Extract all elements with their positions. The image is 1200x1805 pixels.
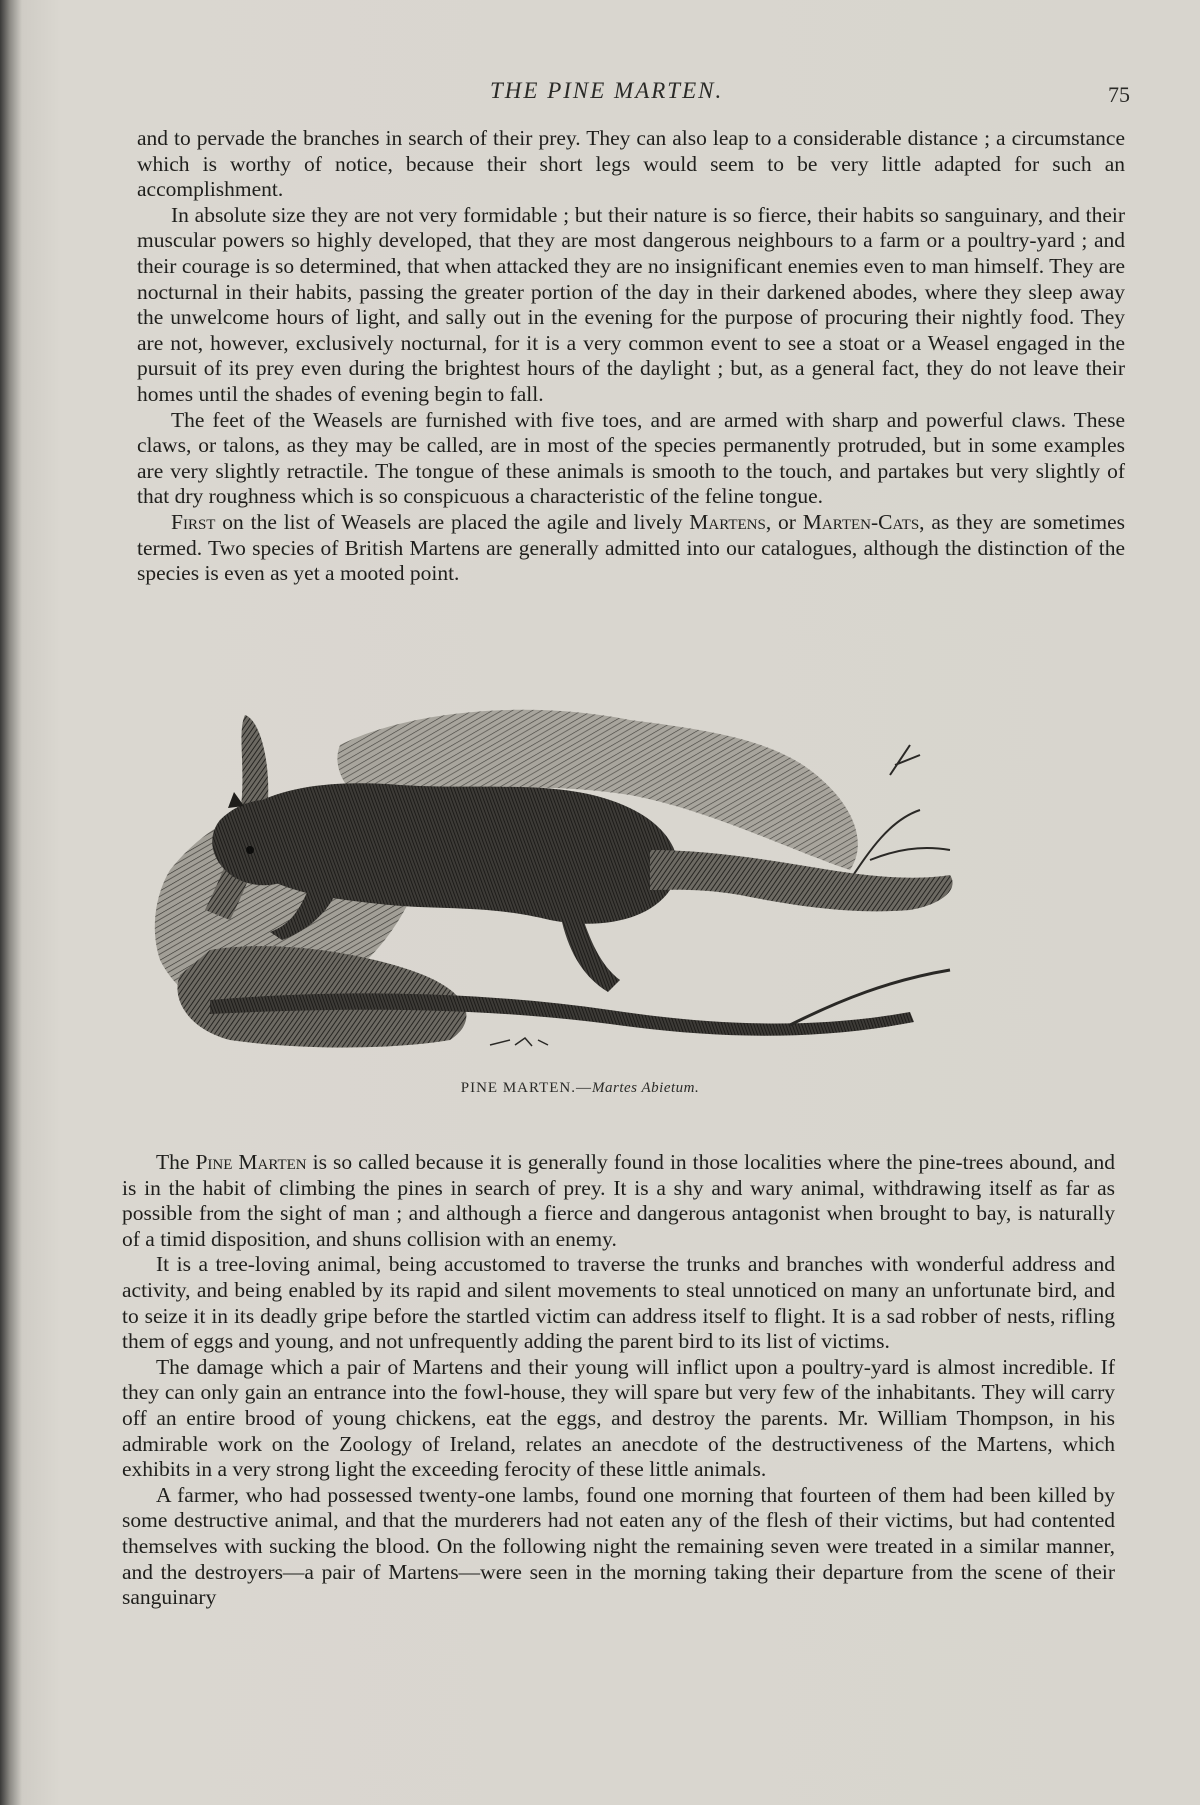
paragraph-tree-loving: It is a tree-loving animal, being accustomed to traverse the trunks and branches with wonderful address and activity, and being enabled by its rapid and silent movements to steal unnoticed on many an unfortunate bird, and to seize it in its deadly gripe before the startled victim can address itself to flight. It is a sad robber of nests, rifling them of eggs and young, and not unfrequently adding the parent bird to its list of victims. [122, 1252, 1115, 1354]
text-run: is so called because it is generally found in those localities where the pine-trees abound, and is in the habit of climbing the pines in search of prey. It is a shy and wary animal, withdrawing itself as far as possible from the sight of man ; and although a fierce and dangerous antagonist when brought to bay, is naturally of a timid disposition, and shuns collision with an enemy. [122, 1150, 1115, 1251]
paragraph-pine-marten [122, 1150, 1115, 1252]
body-text-bottom [122, 1150, 1115, 1611]
paragraph-martens-intro [137, 510, 1125, 587]
small-caps-pine-marten: Pine Marten [195, 1150, 307, 1174]
pine-marten-engraving [150, 700, 1050, 1070]
paragraph-continued: and to pervade the branches in search of their prey. They can also leap to a considerable distance ; a circumstance which is worthy of notice, because their short legs would seem to be very little adapted for such an accomplishment. [137, 126, 1125, 202]
paragraph-size-and-habits: In absolute size they are not very formidable ; but their nature is so fierce, their habits so sanguinary, and their muscular powers so highly developed, that they are most dangerous neighbours to a farm or a poultry-yard ; and their courage is so determined, that when attacked they are no insignificant enemies even to man himself. They are nocturnal in their habits, passing the greater portion of the day in their darkened abodes, where they sleep away the unwelcome hours of light, and sally out in the evening for the purpose of procuring their nightly food. They are not, however, exclusively nocturnal, for it is a very common event to see a stoat or a Weasel engaged in the pursuit of its prey even during the brightest hours of the daylight ; but, as a general fact, they do not leave their homes until the shades of evening begin to fall. [137, 202, 1125, 406]
page-header [120, 78, 1130, 112]
body-text-top [137, 126, 1125, 587]
running-title: THE PINE MARTEN. [490, 78, 724, 103]
small-caps-first: First [171, 509, 216, 534]
text-run: , as they are sometimes termed. Two species of British Martens are generally admitted into our catalogues, although the distinction of the species is even as yet a mooted point. [137, 509, 1125, 586]
figure-caption [150, 1080, 1010, 1097]
text-run: The [156, 1150, 196, 1174]
caption-dash: — [576, 1080, 593, 1096]
caption-name: PINE MARTEN. [460, 1080, 577, 1096]
small-caps-martens: Martens [689, 509, 766, 534]
paragraph-damage: The damage which a pair of Martens and their young will inflict upon a poultry-yard is almost incredible. If they can only gain an entrance into the fowl-house, they will spare but very few of the inhabitants. They will carry off an entire brood of young chickens, eat the eggs, and destroy the parents. Mr. William Thompson, in his admirable work on the Zoology of Ireland, relates an anecdote of the destructiveness of the Martens, which exhibits in a very strong light the exceeding ferocity of these little animals. [122, 1354, 1115, 1482]
small-caps-marten-cats: Marten-Cats [802, 509, 920, 534]
paragraph-farmer-anecdote: A farmer, who had possessed twenty-one lambs, found one morning that fourteen of them had been killed by some destructive animal, and that the murderers had not eaten any of the flesh of their victims, but had contented themselves with sucking the blood. On the following night the remaining seven were treated in a similar manner, and the destroyers—a pair of Martens—were seen in the morning taking their departure from the scene of their sanguinary [122, 1482, 1115, 1610]
paragraph-feet: The feet of the Weasels are furnished with five toes, and are armed with sharp and powerful claws. These claws, or talons, as they may be called, are in most of the species permanently protruded, but in some examples are very slightly retractile. The tongue of these animals is smooth to the touch, and partakes but very slightly of that dry roughness which is so conspicuous a characteristic of the feline tongue. [137, 407, 1125, 509]
text-run: , or [765, 509, 803, 534]
page-number: 75 [1108, 82, 1130, 107]
engraving-figure [150, 700, 1050, 1096]
text-run: on the list of Weasels are placed the agile and lively [215, 509, 690, 534]
caption-latin: Martes Abietum. [592, 1080, 700, 1096]
